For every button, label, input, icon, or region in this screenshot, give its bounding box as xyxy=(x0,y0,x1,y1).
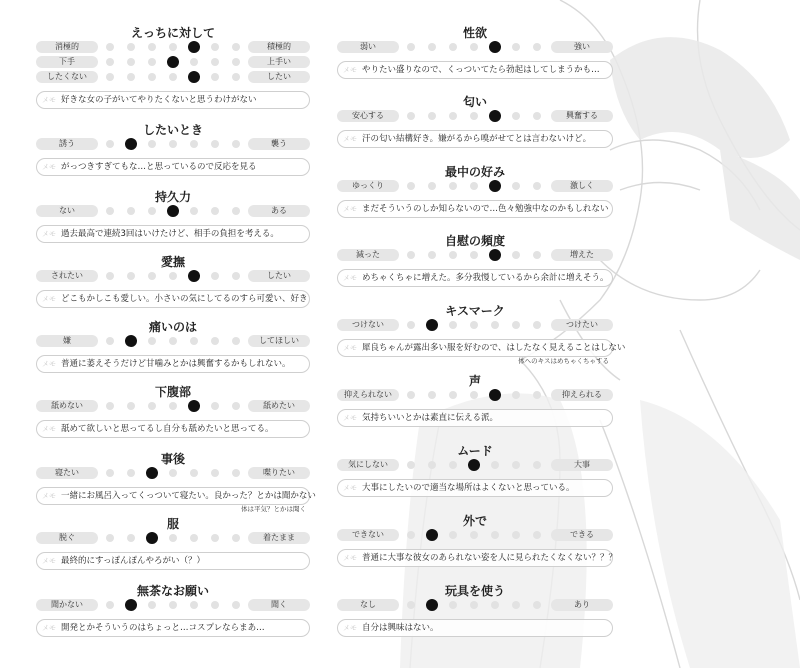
scale-left-label: 舐めない xyxy=(36,400,98,412)
scale-right-label: 大事 xyxy=(551,459,613,471)
scale-dot[interactable] xyxy=(232,272,240,280)
scale-dots xyxy=(405,599,545,611)
scale-dot-selected[interactable] xyxy=(146,467,158,479)
scale-dot[interactable] xyxy=(533,601,541,609)
scale-right-label: 積極的 xyxy=(248,41,310,53)
scale-dot[interactable] xyxy=(232,601,240,609)
scale-left-label: 誘う xyxy=(36,138,98,150)
scale-dot[interactable] xyxy=(407,182,415,190)
section-title: 性欲 xyxy=(462,26,487,40)
memo-tag: メモ xyxy=(343,624,357,632)
scale-dot[interactable] xyxy=(211,207,219,215)
memo-tag: メモ xyxy=(42,557,56,565)
scale-dot[interactable] xyxy=(533,321,541,329)
scale-dot[interactable] xyxy=(127,272,135,280)
scale-dots xyxy=(104,599,244,611)
scale-dot[interactable] xyxy=(211,534,219,542)
scale-dot[interactable] xyxy=(470,391,478,399)
scale-left-label: 脱ぐ xyxy=(36,532,98,544)
scale-dot[interactable] xyxy=(232,43,240,51)
scale-dot[interactable] xyxy=(148,73,156,81)
scale-row xyxy=(36,599,310,611)
memo-text: 好きな女の子がいてやりたくないと思うわけがない xyxy=(61,95,257,105)
scale-right-label: 強い xyxy=(551,41,613,53)
scale-dot[interactable] xyxy=(533,461,541,469)
scale-dot[interactable] xyxy=(533,391,541,399)
scale-dot[interactable] xyxy=(169,469,177,477)
scale-dot[interactable] xyxy=(491,601,499,609)
memo-box[interactable] xyxy=(337,409,613,427)
scale-dot[interactable] xyxy=(407,531,415,539)
memo-text: 大事にしたいので適当な場所はよくないと思っている。 xyxy=(362,483,575,493)
scale-dot[interactable] xyxy=(512,251,520,259)
scale-dot[interactable] xyxy=(491,531,499,539)
scale-left-label: 弱い xyxy=(337,41,399,53)
section-title: 自慰の頻度 xyxy=(444,234,505,248)
scale-dot[interactable] xyxy=(211,140,219,148)
memo-text: 普通に萎えそうだけど甘噛みとかは興奮するかもしれない。 xyxy=(61,359,291,369)
scale-dots xyxy=(405,389,545,401)
scale-dots xyxy=(104,138,244,150)
scale-right-label: 抑えられる xyxy=(551,389,613,401)
memo-tag: メモ xyxy=(42,492,56,500)
section-title: したいとき xyxy=(142,123,203,137)
scale-dot[interactable] xyxy=(190,207,198,215)
scale-dot[interactable] xyxy=(449,112,457,120)
scale-dot[interactable] xyxy=(428,391,436,399)
scale-row xyxy=(36,138,310,150)
scale-row xyxy=(36,41,310,53)
scale-dot[interactable] xyxy=(211,601,219,609)
scale-row xyxy=(36,56,310,68)
scale-dot[interactable] xyxy=(127,58,135,66)
scale-dot[interactable] xyxy=(470,43,478,51)
section-title: 玩具を使う xyxy=(444,584,505,598)
scale-dot[interactable] xyxy=(512,182,520,190)
scale-dot[interactable] xyxy=(449,391,457,399)
section-title: キスマーク xyxy=(445,304,505,318)
scale-dot[interactable] xyxy=(106,58,114,66)
scale-dot[interactable] xyxy=(211,272,219,280)
memo-box[interactable] xyxy=(337,200,613,218)
scale-dot[interactable] xyxy=(512,601,520,609)
memo-box[interactable] xyxy=(36,91,310,109)
scale-dot-selected[interactable] xyxy=(188,400,200,412)
scale-dot[interactable] xyxy=(106,469,114,477)
scale-left-label: 下手 xyxy=(36,56,98,68)
scale-dots xyxy=(405,180,545,192)
scale-left-label: 消極的 xyxy=(36,41,98,53)
scale-right-label: つけたい xyxy=(551,319,613,331)
scale-dot[interactable] xyxy=(106,43,114,51)
memo-box[interactable] xyxy=(337,130,613,148)
scale-dot[interactable] xyxy=(512,531,520,539)
memo-tag: メモ xyxy=(42,425,56,433)
scale-dot[interactable] xyxy=(449,601,457,609)
scale-dot[interactable] xyxy=(148,402,156,410)
scale-left-label: されたい xyxy=(36,270,98,282)
scale-dot[interactable] xyxy=(211,58,219,66)
memo-tag: メモ xyxy=(343,66,357,74)
memo-text: 過去最高で連続3回はいけたけど、相手の負担を考える。 xyxy=(61,229,279,239)
scale-dot[interactable] xyxy=(533,251,541,259)
scale-dots xyxy=(104,41,244,53)
scale-dot[interactable] xyxy=(106,140,114,148)
scale-dot-selected[interactable] xyxy=(125,138,137,150)
scale-dot[interactable] xyxy=(470,112,478,120)
memo-tag: メモ xyxy=(42,230,56,238)
scale-row xyxy=(36,335,310,347)
scale-dot[interactable] xyxy=(190,601,198,609)
memo-tag: メモ xyxy=(343,554,357,562)
memo-box[interactable] xyxy=(337,269,613,287)
scale-dot[interactable] xyxy=(232,140,240,148)
scale-dot[interactable] xyxy=(169,402,177,410)
scale-dot[interactable] xyxy=(512,112,520,120)
scale-dots xyxy=(405,529,545,541)
scale-left-label: なし xyxy=(337,599,399,611)
memo-box[interactable] xyxy=(337,479,613,497)
scale-dot[interactable] xyxy=(106,402,114,410)
scale-dot-selected[interactable] xyxy=(489,110,501,122)
scale-dot[interactable] xyxy=(106,534,114,542)
scale-right-label: 襲う xyxy=(248,138,310,150)
memo-text: やりたい盛りなので、くっついてたら勃起はしてしまうかも… xyxy=(362,65,600,75)
memo-text: 汗の匂い結構好き。嫌がるから嗅がせてとは言わないけど。 xyxy=(362,134,592,144)
scale-dot[interactable] xyxy=(449,251,457,259)
memo-text: 舐めて欲しいと思ってるし自分も舐めたいと思ってる。 xyxy=(61,424,274,434)
scale-dot[interactable] xyxy=(449,461,457,469)
scale-dot[interactable] xyxy=(106,601,114,609)
scale-dot-selected[interactable] xyxy=(188,41,200,53)
scale-right-label: 興奮する xyxy=(551,110,613,122)
scale-dot-selected[interactable] xyxy=(426,599,438,611)
scale-dot[interactable] xyxy=(190,469,198,477)
scale-dot[interactable] xyxy=(407,391,415,399)
memo-tag: メモ xyxy=(42,295,56,303)
scale-dot[interactable] xyxy=(148,140,156,148)
scale-dot[interactable] xyxy=(169,601,177,609)
memo-box[interactable] xyxy=(36,487,316,505)
scale-right-label: 舐めたい xyxy=(248,400,310,412)
scale-left-label: 安心する xyxy=(337,110,399,122)
scale-dot[interactable] xyxy=(169,337,177,345)
scale-right-label: したい xyxy=(248,71,310,83)
memo-text: 自分は興味はない。 xyxy=(362,623,439,633)
scale-dot[interactable] xyxy=(190,140,198,148)
scale-dot[interactable] xyxy=(470,251,478,259)
section-title: 最中の好み xyxy=(444,165,505,179)
scale-right-label: してほしい xyxy=(248,335,310,347)
scale-right-label: したい xyxy=(248,270,310,282)
scale-dot[interactable] xyxy=(106,272,114,280)
scale-dots xyxy=(104,71,244,83)
scale-dot[interactable] xyxy=(106,337,114,345)
scale-dot[interactable] xyxy=(106,73,114,81)
scale-dot-selected[interactable] xyxy=(167,56,179,68)
section-title: えっちに対して xyxy=(130,26,215,40)
scale-left-label: 聞かない xyxy=(36,599,98,611)
scale-dot[interactable] xyxy=(148,337,156,345)
scale-dot-selected[interactable] xyxy=(125,335,137,347)
scale-left-label: できない xyxy=(337,529,399,541)
scale-dot-selected[interactable] xyxy=(489,180,501,192)
scale-right-label: 喋りたい xyxy=(248,467,310,479)
section-title: 痛いのは xyxy=(148,320,197,334)
scale-row xyxy=(337,459,613,471)
scale-left-label: 抑えられない xyxy=(337,389,399,401)
scale-dot[interactable] xyxy=(211,337,219,345)
scale-dot[interactable] xyxy=(190,534,198,542)
memo-box[interactable] xyxy=(36,619,310,637)
scale-dot[interactable] xyxy=(211,73,219,81)
scale-row xyxy=(36,270,310,282)
scale-dot-selected[interactable] xyxy=(167,205,179,217)
scale-dot[interactable] xyxy=(211,469,219,477)
memo-tag: メモ xyxy=(42,96,56,104)
scale-dot[interactable] xyxy=(127,534,135,542)
scale-right-label: 着たまま xyxy=(248,532,310,544)
scale-row xyxy=(337,319,613,331)
scale-row xyxy=(36,400,310,412)
scale-dot[interactable] xyxy=(407,43,415,51)
memo-text: 犀良ちゃんが露出多い服を好むので、はしたなく見えることはしない xyxy=(362,343,626,353)
scale-dots xyxy=(104,532,244,544)
memo-box[interactable] xyxy=(337,339,626,357)
scale-row xyxy=(36,467,310,479)
scale-row xyxy=(337,41,613,53)
scale-dot[interactable] xyxy=(533,531,541,539)
scale-dot-selected[interactable] xyxy=(426,529,438,541)
scale-dot[interactable] xyxy=(232,207,240,215)
section-title: 匂い xyxy=(462,95,487,109)
scale-dot[interactable] xyxy=(407,251,415,259)
scale-dot[interactable] xyxy=(232,534,240,542)
scale-dot[interactable] xyxy=(449,182,457,190)
scale-left-label: ゆっくり xyxy=(337,180,399,192)
scale-dot[interactable] xyxy=(449,531,457,539)
scale-row xyxy=(337,599,613,611)
scale-row xyxy=(337,180,613,192)
scale-dot[interactable] xyxy=(127,43,135,51)
section-title: 服 xyxy=(166,517,179,531)
section-title: 持久力 xyxy=(154,190,191,204)
scale-dots xyxy=(405,110,545,122)
section-title: ムード xyxy=(457,444,493,458)
scale-dot[interactable] xyxy=(148,272,156,280)
memo-box[interactable] xyxy=(36,552,310,570)
scale-row xyxy=(337,389,613,401)
scale-left-label: 寝たい xyxy=(36,467,98,479)
scale-dot-selected[interactable] xyxy=(125,599,137,611)
scale-dot[interactable] xyxy=(407,461,415,469)
scale-right-label: あり xyxy=(551,599,613,611)
scale-dot[interactable] xyxy=(407,112,415,120)
memo-text: まだそういうのしか知らないので…色々勉強中なのかもしれない xyxy=(362,204,609,214)
scale-dot-selected[interactable] xyxy=(146,532,158,544)
scale-dots xyxy=(104,270,244,282)
scale-dot[interactable] xyxy=(169,73,177,81)
section-title: 愛撫 xyxy=(160,255,185,269)
scale-dot[interactable] xyxy=(449,43,457,51)
scale-dot[interactable] xyxy=(148,601,156,609)
memo-box[interactable] xyxy=(337,619,613,637)
scale-dot-selected[interactable] xyxy=(188,270,200,282)
memo-box[interactable] xyxy=(36,225,310,243)
scale-dots xyxy=(405,41,545,53)
memo-box[interactable] xyxy=(36,355,310,373)
scale-dot[interactable] xyxy=(127,207,135,215)
scale-dot[interactable] xyxy=(428,112,436,120)
scale-dot-selected[interactable] xyxy=(188,71,200,83)
memo-box[interactable] xyxy=(337,549,618,567)
memo-text: 一緒にお風呂入ってくっついて寝たい。良かった？とかは聞かない xyxy=(61,491,316,501)
scale-row xyxy=(337,249,613,261)
memo-box[interactable] xyxy=(36,420,310,438)
scale-dot[interactable] xyxy=(428,43,436,51)
memo-tag: メモ xyxy=(343,205,357,213)
scale-dot[interactable] xyxy=(533,112,541,120)
scale-dot[interactable] xyxy=(148,207,156,215)
section-title: 外で xyxy=(462,514,487,528)
scale-dot[interactable] xyxy=(232,58,240,66)
scale-right-label: 激しく xyxy=(551,180,613,192)
scale-dot[interactable] xyxy=(190,58,198,66)
memo-text: がっつきすぎてもな…と思っているので反応を見る xyxy=(61,162,257,172)
memo-box[interactable] xyxy=(36,158,310,176)
scale-dot[interactable] xyxy=(232,402,240,410)
memo-box[interactable] xyxy=(337,61,613,79)
scale-dot[interactable] xyxy=(470,601,478,609)
scale-left-label: ない xyxy=(36,205,98,217)
scale-dot[interactable] xyxy=(512,461,520,469)
scale-right-label: 増えた xyxy=(551,249,613,261)
scale-right-label: 上手い xyxy=(248,56,310,68)
scale-dot-selected[interactable] xyxy=(489,249,501,261)
scale-dot[interactable] xyxy=(148,43,156,51)
scale-row xyxy=(36,532,310,544)
scale-row xyxy=(337,529,613,541)
scale-dot[interactable] xyxy=(211,43,219,51)
scale-left-label: したくない xyxy=(36,71,98,83)
memo-tag: メモ xyxy=(343,484,357,492)
scale-dot-selected[interactable] xyxy=(468,459,480,471)
memo-note: 体へのキスはめちゃくちゃする xyxy=(518,357,609,365)
scale-dot[interactable] xyxy=(428,461,436,469)
scale-dots xyxy=(104,335,244,347)
scale-dots xyxy=(104,205,244,217)
scale-dot[interactable] xyxy=(428,251,436,259)
scale-dot[interactable] xyxy=(512,321,520,329)
scale-dot[interactable] xyxy=(232,73,240,81)
memo-text: 気持ちいいとかは素直に伝える派。 xyxy=(362,413,499,423)
scale-dot[interactable] xyxy=(169,140,177,148)
scale-dots xyxy=(405,459,545,471)
scale-left-label: 気にしない xyxy=(337,459,399,471)
memo-tag: メモ xyxy=(42,624,56,632)
scale-row xyxy=(337,110,613,122)
scale-dot[interactable] xyxy=(407,321,415,329)
memo-text: 最終的にすっぽんぽんやろがい（？） xyxy=(61,556,205,566)
scale-dot[interactable] xyxy=(232,469,240,477)
scale-dot-selected[interactable] xyxy=(489,389,501,401)
memo-text: 開発とかそういうのはちょっと…コスプレならまあ… xyxy=(61,623,265,633)
section-title: 事後 xyxy=(160,452,185,466)
scale-dot[interactable] xyxy=(127,73,135,81)
memo-tag: メモ xyxy=(343,274,357,282)
scale-dot[interactable] xyxy=(190,337,198,345)
scale-dot[interactable] xyxy=(211,402,219,410)
section-title: 声 xyxy=(468,374,481,388)
scale-dots xyxy=(405,249,545,261)
scale-dot[interactable] xyxy=(491,461,499,469)
section-title: 無茶なお願い xyxy=(136,584,209,598)
scale-dot[interactable] xyxy=(449,321,457,329)
scale-dot-selected[interactable] xyxy=(489,41,501,53)
section-title: 下腹部 xyxy=(154,385,191,399)
scale-dots xyxy=(104,400,244,412)
scale-dot[interactable] xyxy=(533,43,541,51)
scale-dots xyxy=(104,467,244,479)
scale-row xyxy=(36,71,310,83)
scale-right-label: 聞く xyxy=(248,599,310,611)
scale-dot[interactable] xyxy=(512,43,520,51)
scale-dot[interactable] xyxy=(127,402,135,410)
memo-tag: メモ xyxy=(343,344,357,352)
memo-text: どこもかしこも愛しい。小さいの気にしてるのすら可愛い、好き xyxy=(61,294,308,304)
scale-row xyxy=(36,205,310,217)
scale-left-label: 嫌 xyxy=(36,335,98,347)
scale-dot[interactable] xyxy=(491,321,499,329)
scale-dot[interactable] xyxy=(470,321,478,329)
memo-tag: メモ xyxy=(343,414,357,422)
scale-dot[interactable] xyxy=(127,469,135,477)
memo-text: めちゃくちゃに増えた。多分我慢しているから余計に増えそう。 xyxy=(362,273,609,283)
scale-dot[interactable] xyxy=(470,182,478,190)
scale-dot[interactable] xyxy=(428,182,436,190)
memo-text: 普通に大事な彼女のあられない姿を人に見られたくなくない？？？ xyxy=(362,553,618,563)
memo-note: 体は平気？とかは聞く xyxy=(241,505,306,513)
scale-right-label: ある xyxy=(248,205,310,217)
scale-dot[interactable] xyxy=(533,182,541,190)
scale-right-label: できる xyxy=(551,529,613,541)
scale-dot-selected[interactable] xyxy=(426,319,438,331)
scale-dot[interactable] xyxy=(512,391,520,399)
memo-tag: メモ xyxy=(42,163,56,171)
scale-dots xyxy=(405,319,545,331)
memo-box[interactable] xyxy=(36,290,310,308)
scale-dot[interactable] xyxy=(407,601,415,609)
scale-dot[interactable] xyxy=(169,272,177,280)
scale-dot[interactable] xyxy=(169,43,177,51)
scale-dot[interactable] xyxy=(106,207,114,215)
scale-dot[interactable] xyxy=(169,534,177,542)
scale-dot[interactable] xyxy=(232,337,240,345)
memo-tag: メモ xyxy=(343,135,357,143)
scale-left-label: つけない xyxy=(337,319,399,331)
scale-dots xyxy=(104,56,244,68)
scale-left-label: 減った xyxy=(337,249,399,261)
scale-dot[interactable] xyxy=(148,58,156,66)
scale-dot[interactable] xyxy=(470,531,478,539)
memo-tag: メモ xyxy=(42,360,56,368)
